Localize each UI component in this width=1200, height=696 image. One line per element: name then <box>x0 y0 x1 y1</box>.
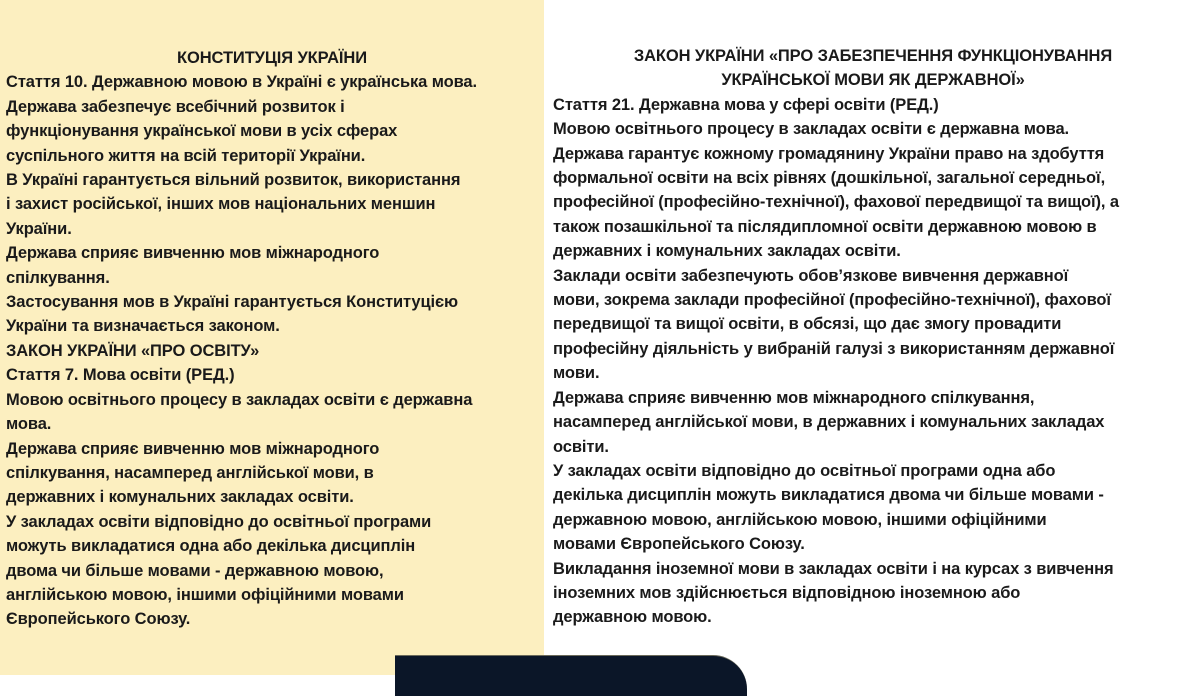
text-line: мовами Європейського Союзу. <box>553 535 805 554</box>
law-title-line-2: УКРАЇНСЬКОЇ МОВИ ЯК ДЕРЖАВНОЇ» <box>721 71 1025 90</box>
state-language-law-column <box>553 44 1193 630</box>
text-line: державною мовою, англійською мовою, іншими офіційними <box>553 510 1047 529</box>
constitution-column <box>6 46 538 632</box>
law-title-line-1: ЗАКОН УКРАЇНИ «ПРО ЗАБЕЗПЕЧЕННЯ ФУНКЦІОНУВАННЯ <box>633 47 1113 65</box>
text-line: англійською мовою, іншими офіційними мовами <box>6 585 404 604</box>
text-line: передвищої та вищої освіти, в обсязі, що дає змогу провадити <box>553 315 1062 334</box>
text-line: У закладах освіти відповідно до освітньої програми одна або <box>553 461 1056 480</box>
text-line: декілька дисциплін можуть викладатися двома чи більше мовами - <box>553 486 1104 505</box>
text-line: можуть викладатися одна або декілька дисциплін <box>6 537 416 556</box>
text-line: мови, зокрема заклади професійної (професійно-технічної), фахової <box>553 291 1111 310</box>
text-line: України та визначається законом. <box>6 317 280 336</box>
text-line: В Україні гарантується вільний розвиток, використання <box>6 171 461 190</box>
text-line: Держава сприяє вивченню мов міжнародного <box>6 244 380 263</box>
text-line: формальної освіти на всіх рівнях (дошкільної, загальної середньої, <box>553 169 1106 188</box>
text-line: професійну діяльність у вибраній галузі з використанням державної <box>553 339 1115 358</box>
text-line: насамперед англійської мови, в державних і комунальних закладах <box>553 413 1105 432</box>
education-law-heading: ЗАКОН УКРАЇНИ «ПРО ОСВІТУ» <box>6 341 260 360</box>
text-line: і захист російської, інших мов національних меншин <box>6 195 436 214</box>
text-line: Держава сприяє вивченню мов міжнародного <box>6 439 380 458</box>
text-line: Держава забезпечує всебічний розвиток і <box>6 97 345 116</box>
text-line: Стаття 10. Державною мовою в Україні є українська мова. <box>6 73 477 92</box>
text-line: У закладах освіти відповідно до освітньої програми <box>6 512 432 531</box>
text-line: України. <box>6 219 72 238</box>
article-heading: Стаття 21. Державна мова у сфері освіти (РЕД.) <box>553 95 939 114</box>
text-line: державних і комунальних закладах освіти. <box>6 488 354 507</box>
text-line: Мовою освітнього процесу в закладах освіти є державна <box>6 390 473 409</box>
article-heading: Стаття 7. Мова освіти (РЕД.) <box>6 366 235 385</box>
text-line: Викладання іноземної мови в закладах освіти і на курсах з вивчення <box>553 559 1114 578</box>
text-line: функціонування української мови в усіх сферах <box>6 122 398 141</box>
text-line: освіти. <box>553 437 609 456</box>
text-line: Заклади освіти забезпечують обов’язкове вивчення державної <box>553 266 1069 285</box>
text-line: Держава сприяє вивченню мов міжнародного спілкування, <box>553 388 1035 407</box>
text-line: державних і комунальних закладах освіти. <box>553 242 901 261</box>
text-line: державною мовою. <box>553 608 712 627</box>
text-line: двома чи більше мовами - державною мовою, <box>6 561 384 580</box>
text-line: спілкування. <box>6 268 110 287</box>
text-line: іноземних мов здійснюється відповідною іноземною або <box>553 583 1021 602</box>
text-line: мова. <box>6 415 52 434</box>
text-line: Держава гарантує кожному громадянину України право на здобуття <box>553 144 1105 163</box>
bottom-decorative-bar <box>395 655 747 696</box>
text-line: мови. <box>553 364 600 383</box>
text-line: професійної (професійно-технічної), фахової передвищої та вищої), а <box>553 193 1119 212</box>
text-line: Мовою освітнього процесу в закладах освіти є державна мова. <box>553 120 1070 139</box>
constitution-title: КОНСТИТУЦІЯ УКРАЇНИ <box>177 49 367 67</box>
text-line: також позашкільної та післядипломної освіти державною мовою в <box>553 217 1097 236</box>
text-line: Європейського Союзу. <box>6 610 191 629</box>
text-line: спілкування, насамперед англійської мови, в <box>6 463 374 482</box>
text-line: Застосування мов в Україні гарантується Конституцією <box>6 293 459 312</box>
text-line: суспільного життя на всій території України. <box>6 146 366 165</box>
